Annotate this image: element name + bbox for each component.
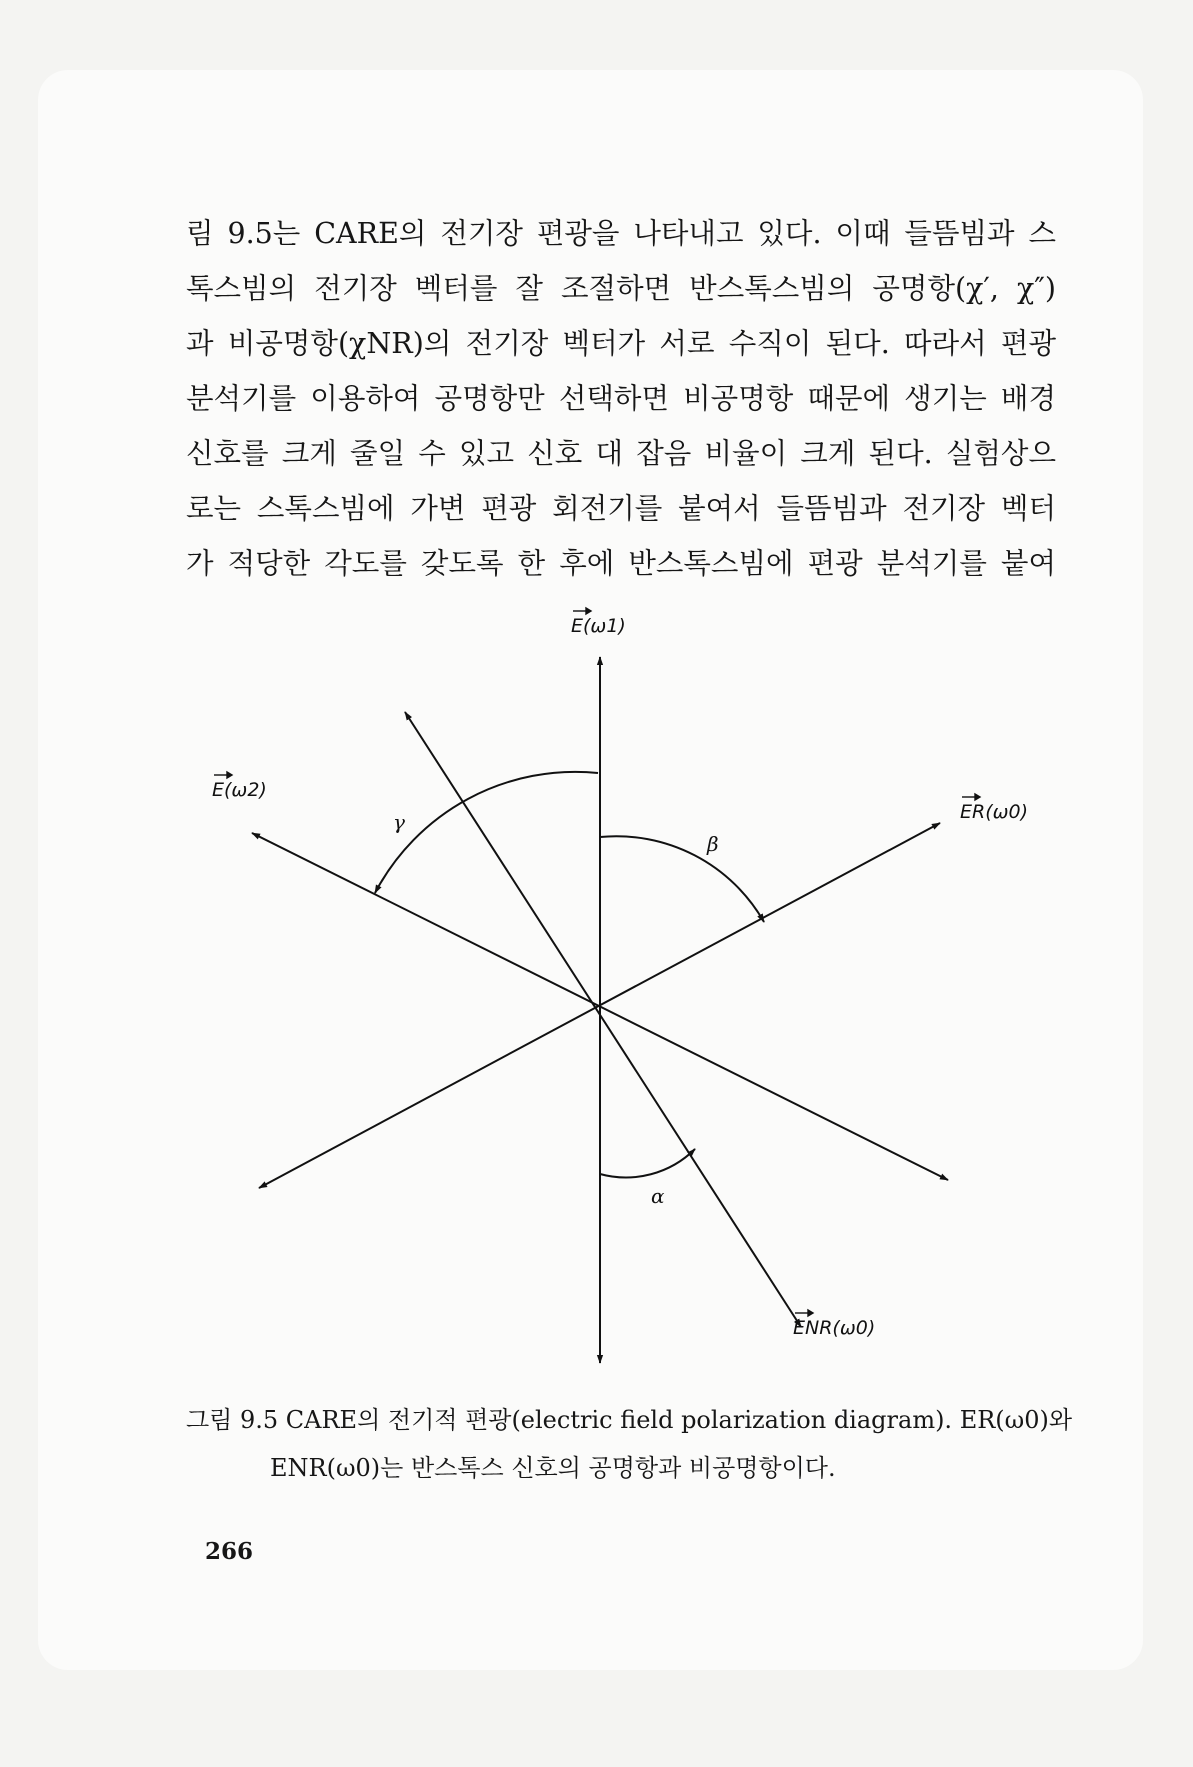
body-line: 과 비공명항(χNR)의 전기장 벡터가 서로 수직이 된다. 따라서 편광 bbox=[186, 327, 1056, 360]
page-number: 266 bbox=[205, 1538, 254, 1565]
body-line: 림 9.5는 CARE의 전기장 편광을 나타내고 있다. 이때 들뜸빔과 스 bbox=[186, 217, 1056, 250]
arc-beta bbox=[600, 836, 764, 922]
body-line: 분석기를 이용하여 공명항만 선택하면 비공명항 때문에 생기는 배경 bbox=[186, 382, 1056, 415]
label-er-w0: ER(ω0) bbox=[960, 801, 1029, 823]
arc-gamma bbox=[375, 772, 598, 893]
arc-alpha bbox=[600, 1149, 695, 1177]
label-beta: β bbox=[707, 832, 719, 856]
label-enr-w0: ENR(ω0) bbox=[793, 1317, 876, 1339]
caption-line: ENR(ω0)는 반스톡스 신호의 공명항과 비공명항이다. bbox=[270, 1454, 836, 1482]
label-e-w2: E(ω2) bbox=[212, 779, 267, 801]
body-line: 가 적당한 각도를 갖도록 한 후에 반스톡스빔에 편광 분석기를 붙여 bbox=[186, 547, 1056, 580]
vector-enr-w0 bbox=[405, 712, 801, 1327]
label-alpha: α bbox=[651, 1184, 665, 1208]
caption-line: 그림 9.5 CARE의 전기적 편광(electric field polarization diagram). ER(ω0)와 bbox=[186, 1406, 1073, 1434]
figure-caption bbox=[186, 1396, 1073, 1492]
label-gamma: γ bbox=[393, 810, 405, 834]
body-line: 톡스빔의 전기장 벡터를 잘 조절하면 반스톡스빔의 공명항(χ′, χ″) bbox=[186, 272, 1056, 305]
body-line: 신호를 크게 줄일 수 있고 신호 대 잡음 비율이 크게 된다. 실험상으 bbox=[186, 437, 1056, 470]
label-e-w1: E(ω1) bbox=[571, 615, 626, 637]
body-line: 로는 스톡스빔에 가변 편광 회전기를 붙여서 들뜸빔과 전기장 벡터 bbox=[186, 492, 1056, 525]
